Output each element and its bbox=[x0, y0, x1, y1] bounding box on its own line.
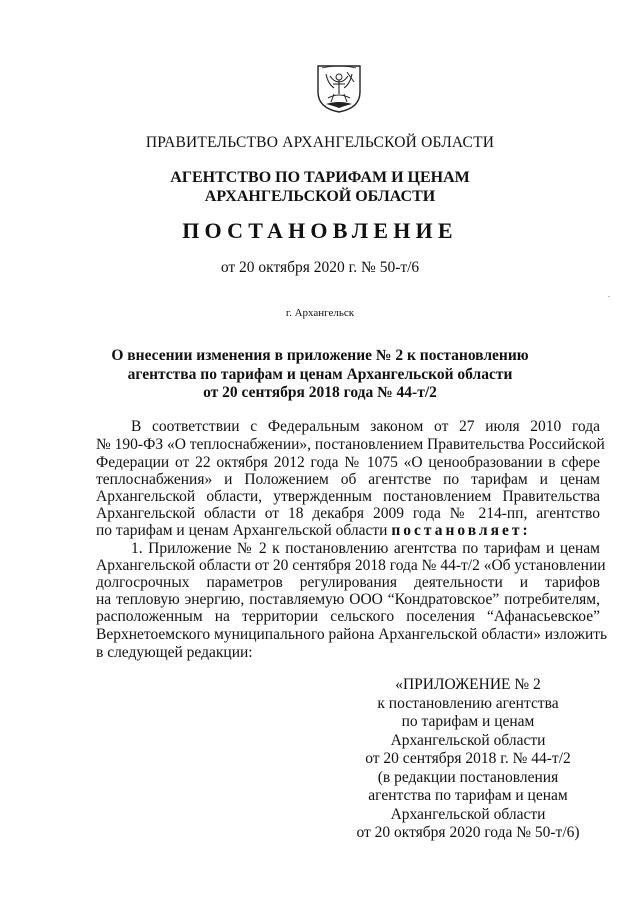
subject-line1: О внесении изменения в приложение № 2 к постановлению bbox=[111, 347, 529, 364]
appendix-line: Архангельской области bbox=[390, 731, 546, 749]
body-line: долгосрочных параметров регулирования деятельности и тарифов bbox=[96, 574, 600, 591]
archangelsk-coat-of-arms-icon bbox=[314, 62, 364, 114]
document-date: от 20 октября 2020 г. № 50-т/6 bbox=[220, 259, 420, 276]
body-line: Архангельской области, утвержденным постановлением Правительства bbox=[96, 488, 600, 505]
appendix-line: по тарифам и ценам bbox=[401, 713, 535, 730]
agency-name-line1: АГЕНТСТВО ПО ТАРИФАМ И ЦЕНАМ bbox=[170, 169, 470, 186]
agency-name-line2: АРХАНГЕЛЬСКОЙ ОБЛАСТИ bbox=[204, 188, 436, 205]
appendix-line: от 20 октября 2020 года № 50-т/6) bbox=[356, 824, 580, 841]
resolution-verb: постановляет: bbox=[391, 522, 531, 539]
body-line: 1. Приложение № 2 к постановлению агентства по тарифам и ценам bbox=[131, 540, 600, 557]
body-line: Архангельской области от 18 декабря 2009 года № 214-пп, агентство bbox=[96, 505, 600, 522]
body-line: Федерации от 22 октября 2012 года № 1075 «О ценообразовании в сфере bbox=[96, 454, 600, 471]
body-line: теплоснабжения» и Положением об агентстве по тарифам и ценам bbox=[96, 471, 600, 488]
government-name: ПРАВИТЕЛЬСТВО АРХАНГЕЛЬСКОЙ ОБЛАСТИ bbox=[145, 134, 495, 151]
document-city: г. Архангельск bbox=[285, 307, 355, 319]
document-type: ПОСТАНОВЛЕНИЕ bbox=[182, 218, 458, 243]
body-text: по тарифам и ценам Архангельской области bbox=[96, 522, 388, 539]
scan-mark bbox=[608, 296, 610, 297]
appendix-line: от 20 сентября 2018 г. № 44-т/2 bbox=[365, 750, 571, 767]
subject-line2: агентства по тарифам и ценам Архангельской области bbox=[127, 365, 513, 383]
body-line: на тепловую энергию, поставляемую ООО “Кондратовское” потребителям, bbox=[96, 591, 600, 608]
subject-line3: от 20 сентября 2018 года № 44-т/2 bbox=[203, 384, 437, 401]
agency-name bbox=[0, 168, 640, 206]
document-subject bbox=[0, 347, 640, 403]
body-line: № 190-ФЗ «О теплоснабжении», постановлением Правительства Российской bbox=[96, 436, 605, 453]
appendix-line: (в редакции постановления bbox=[377, 768, 559, 786]
appendix-line: агентства по тарифам и ценам bbox=[368, 787, 568, 804]
body-line: в следующей редакции: bbox=[96, 644, 253, 661]
body-line: Верхнетоемского муниципального района Архангельской области» изложить bbox=[96, 626, 608, 643]
appendix-line: «ПРИЛОЖЕНИЕ № 2 bbox=[395, 676, 541, 693]
appendix-line: Архангельской области bbox=[390, 805, 546, 823]
appendix-line: к постановлению агентства bbox=[377, 694, 559, 712]
body-line bbox=[96, 522, 600, 540]
body-line: расположенным на территории сельского поселения “Афанасьевское” bbox=[96, 608, 600, 625]
body-line: Архангельской области от 20 сентября 2018 года № 44-т/2 «Об установлении bbox=[96, 557, 606, 574]
appendix-header bbox=[336, 676, 600, 843]
body-line: В соответствии с Федеральным законом от 27 июля 2010 года bbox=[131, 418, 600, 435]
